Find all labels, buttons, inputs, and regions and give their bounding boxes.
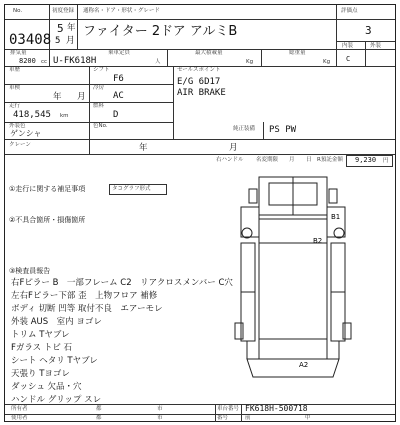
report-line: 外装 AUS 室内 ヨゴレ bbox=[11, 317, 102, 327]
damage-mark: A2 bbox=[299, 361, 309, 369]
divider bbox=[365, 41, 366, 66]
rear-panel bbox=[247, 359, 339, 377]
divider bbox=[167, 49, 168, 66]
right-handle-label: 右ハンドル bbox=[216, 157, 244, 163]
first-reg-year-unit: 年 bbox=[67, 23, 76, 33]
equipment-label: 純正装備 bbox=[233, 126, 256, 132]
rear-right-wheel bbox=[343, 323, 351, 339]
mileage-unit: km bbox=[60, 113, 69, 119]
mileage-label: 走行 bbox=[9, 103, 21, 109]
divider bbox=[241, 404, 242, 422]
owner-label: 所有者 bbox=[11, 406, 28, 412]
pref-label: 都 bbox=[96, 406, 102, 412]
interior-grade: C bbox=[346, 55, 351, 63]
first-reg-month: 5 月 bbox=[55, 36, 75, 46]
damage-mark: B1 bbox=[331, 213, 341, 221]
max-load-unit: Kg bbox=[246, 59, 254, 65]
score-value: 3 bbox=[365, 24, 372, 37]
vehicle-type-label: 車歴 bbox=[9, 67, 21, 73]
left-door bbox=[241, 207, 259, 237]
color-no-label: 色No. bbox=[93, 123, 108, 129]
model-code: U-FK618H bbox=[53, 56, 97, 66]
user-label: 使用者 bbox=[11, 415, 28, 421]
first-reg-year: 5 bbox=[57, 22, 64, 35]
day-unit: 日 bbox=[306, 157, 312, 163]
mileage-value: 418,545 bbox=[13, 110, 51, 120]
divider bbox=[5, 154, 395, 155]
selling-point-line: E/G 6D17 bbox=[177, 77, 221, 87]
first-reg-label: 初度登録 bbox=[52, 8, 75, 14]
car-name-label: 通称名・ドア・形状・グレード bbox=[83, 8, 160, 14]
capacity-unit: 人 bbox=[155, 59, 161, 65]
damage-mark: B2 bbox=[313, 237, 323, 245]
car-name: ファイター 2ドア アルミB bbox=[83, 24, 238, 39]
fuel-value: D bbox=[113, 110, 119, 120]
divider bbox=[5, 414, 395, 415]
mileage-note-label: ①走行に関する補足事項 bbox=[9, 185, 86, 193]
pref-label: 都 bbox=[96, 415, 102, 421]
crane-year-unit: 年 bbox=[139, 143, 148, 153]
divider bbox=[5, 404, 395, 405]
max-load-label: 最大積載量 bbox=[195, 50, 223, 56]
inspection-month-unit: 月 bbox=[77, 92, 86, 102]
report-line: ダッシュ 欠品・穴 bbox=[11, 382, 82, 392]
report-line: シート ヘタリ Tヤブレ bbox=[11, 356, 98, 366]
selling-point-line: AIR BRAKE bbox=[177, 88, 226, 98]
interior-label: 内装 bbox=[342, 43, 354, 49]
report-line: 左右Fピラー下部 歪 上物フロア 補修 bbox=[11, 291, 158, 301]
month-unit: 月 bbox=[289, 157, 295, 163]
auction-sheet bbox=[4, 4, 396, 422]
divider bbox=[263, 122, 264, 139]
chassis-label: 車台番号 bbox=[217, 406, 240, 412]
city-label: 市 bbox=[157, 406, 163, 412]
lot-number: 03408 bbox=[9, 32, 52, 48]
number-label: 番号 bbox=[217, 415, 229, 421]
shift-label: シフト bbox=[93, 67, 110, 73]
total-weight-label: 総重量 bbox=[289, 50, 306, 56]
divider bbox=[77, 5, 78, 49]
shift-value: F6 bbox=[113, 74, 124, 84]
displacement-label: 排気量 bbox=[10, 50, 27, 56]
color-value: ゲンシャ bbox=[10, 129, 42, 138]
tacho-label: タコグラフ形式 bbox=[112, 186, 151, 192]
lot-row-label: No. bbox=[13, 8, 23, 14]
selling-points-label: セールスポイント bbox=[177, 67, 221, 73]
fuel-label: 燃料 bbox=[93, 103, 105, 109]
ac-label: 冷房 bbox=[93, 85, 105, 91]
truck-damage-diagram bbox=[229, 173, 357, 383]
city-label: 市 bbox=[157, 415, 163, 421]
recycle-unit: 円 bbox=[383, 158, 389, 164]
divider bbox=[336, 5, 337, 66]
capacity-label: 乗車定員 bbox=[108, 50, 131, 56]
prev-label: 前 bbox=[245, 415, 251, 421]
report-line: ハンドル グリップ スレ bbox=[11, 395, 102, 405]
report-line: ボディ 切断 凹等 取付不良 エアーモレ bbox=[11, 304, 163, 314]
defect-label: ②不具合箇所・損傷箇所 bbox=[9, 216, 86, 224]
divider bbox=[215, 404, 216, 422]
right-mirror bbox=[329, 189, 337, 203]
inspector-report-title: ③検査員報告 bbox=[9, 267, 51, 275]
report-line: Fガラス トビ 石 bbox=[11, 343, 73, 353]
recycle-amount: 9,230 bbox=[355, 156, 377, 164]
score-label: 評価点 bbox=[341, 8, 358, 14]
ac-value: AC bbox=[113, 91, 124, 101]
report-line: 天張り Tヨゴレ bbox=[11, 369, 70, 379]
inspection-year-unit: 年 bbox=[53, 92, 62, 102]
left-mirror bbox=[249, 189, 257, 203]
total-weight-unit: Kg bbox=[323, 59, 331, 65]
divider bbox=[173, 66, 174, 139]
report-line: 右Fピラー B 一部フレーム C2 リアクロスメンバー C穴 bbox=[11, 278, 233, 288]
inspection-label: 車検 bbox=[9, 85, 21, 91]
crane-month-unit: 月 bbox=[229, 143, 238, 153]
equipment-value: PS PW bbox=[269, 125, 297, 135]
report-line: トリム Tヤブレ bbox=[11, 330, 70, 340]
right-door bbox=[327, 207, 345, 237]
rear-left-wheel bbox=[235, 323, 243, 339]
chassis-number: FK618H-500718 bbox=[245, 404, 308, 413]
divider bbox=[5, 139, 395, 140]
recycle-label: R預託金額 bbox=[317, 157, 343, 163]
displacement-value: 8200 bbox=[19, 57, 36, 65]
exterior-label: 外装 bbox=[370, 43, 382, 49]
mid-label: 中 bbox=[305, 415, 311, 421]
transfer-deadline-label: 名変期限 bbox=[256, 157, 279, 163]
divider bbox=[89, 66, 90, 139]
divider bbox=[261, 49, 262, 66]
crane-label: クレーン bbox=[9, 142, 31, 148]
color-label: 外装色 bbox=[9, 123, 26, 129]
displacement-unit: cc bbox=[41, 59, 48, 65]
divider bbox=[89, 139, 90, 154]
